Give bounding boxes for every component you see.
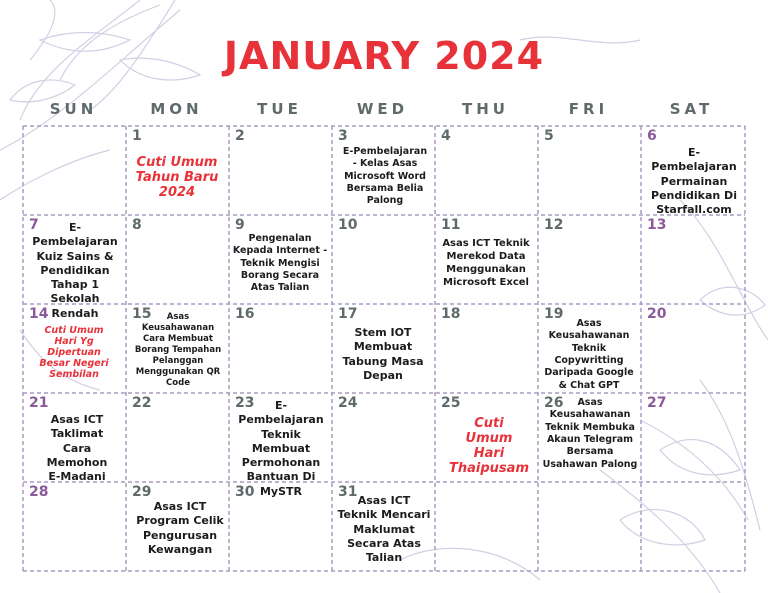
day-cell-20 [641,304,743,392]
day-cell-8 [126,215,228,303]
day-number: 5 [544,128,554,144]
weekday-mon: MON [150,100,203,118]
day-cell-21 [23,393,125,484]
day-number: 21 [29,395,49,411]
day-number: 19 [544,306,564,322]
weekday-thu: THU [462,100,509,118]
day-cell-17 [332,304,434,392]
holiday-label: Cuti Umum Tahun Baru 2024 [135,155,219,200]
day-cell-4 [435,126,537,214]
day-cell-18 [435,304,537,392]
holiday-label: Cuti Umum Hari Thaipusam [449,416,529,476]
day-cell-5 [538,126,640,214]
event-label: Asas Keusahawanan Teknik Membuka Akaun Telegram Bersama Usahawan Palong [542,397,638,470]
day-number: 18 [441,306,461,322]
day-number: 29 [132,484,152,500]
event-label: Asas ICT Taklimat Cara Memohon E-Madani [46,413,108,484]
event-label: Asas ICT Teknik Mencari Maklumat Secara Atas Talian [337,494,431,565]
day-number: 24 [338,395,358,411]
day-cell-14 [23,304,125,392]
day-cell-24 [332,393,434,481]
day-number: 3 [338,128,348,144]
day-number: 28 [29,484,49,500]
day-cell-27 [641,393,743,481]
day-number: 4 [441,128,451,144]
day-number: 2 [235,128,245,144]
event-label: Asas ICT Program Celik Pengurusan Kewangan [136,500,224,556]
event-label: Asas ICT Teknik Merekod Data Menggunakan Microsoft Excel [442,238,530,288]
day-number: 9 [235,217,245,233]
day-number: 10 [338,217,358,233]
event-label: E-Pembelajaran Kuiz Sains & Pendidikan Tahap 1 Sekolah Rendah [32,221,118,320]
day-cell-16 [229,304,331,392]
calendar-title: JANUARY 2024 [223,34,545,78]
day-number: 22 [132,395,152,411]
weekday-tue: TUE [257,100,302,118]
day-number: 31 [338,484,358,500]
event-label: Stem IOT Membuat Tabung Masa Depan [342,326,424,382]
day-cell-11 [435,215,537,303]
event-label: Pengenalan Kepada Internet - Teknik Mengisi Borang Secara Atas Talian [232,233,328,294]
day-cell-26 [538,393,640,481]
day-cell-31 [332,482,434,570]
day-number: 27 [647,395,667,411]
day-cell-15 [126,304,228,392]
day-cell-1 [126,126,228,214]
day-cell-28 [23,482,125,570]
day-cell-30 [229,482,331,570]
weekday-sun: SUN [49,100,98,118]
event-label: E-Pembelajaran Teknik Membuat Permohonan Bantuan Di MySTR [238,399,324,498]
day-cell-10 [332,215,434,303]
weekday-wed: WED [356,100,409,118]
day-number: 8 [132,217,142,233]
day-number: 17 [338,306,358,322]
day-number: 30 [235,484,255,500]
holiday-label: Cuti Umum Hari Yg Dipertuan Besar Negeri Sembilan [39,325,109,380]
day-cell-29 [126,482,228,570]
event-label: Asas Keusahawanan Teknik Copywritting Daripada Google & Chat GPT [544,318,634,391]
day-number: 1 [132,128,142,144]
day-cell-19 [538,304,640,392]
day-number: 13 [647,217,667,233]
day-cell-22 [126,393,228,481]
day-number: 26 [544,395,564,411]
day-number: 12 [544,217,564,233]
event-label: E-Pembelajaran - Kelas Asas Microsoft Word Bersama Belia Palong [342,146,428,207]
weekday-sat: SAT [669,100,714,118]
day-number: 16 [235,306,255,322]
day-number: 23 [235,395,255,411]
event-label: E-Pembelajaran Permainan Pendidikan Di Starfall.com [651,146,737,217]
day-cell-2 [229,126,331,214]
day-number: 7 [29,217,39,233]
day-cell-25 [435,393,537,481]
day-cell-3 [332,126,434,214]
day-number: 25 [441,395,461,411]
day-cell-13 [641,215,743,303]
day-cell-12 [538,215,640,303]
day-cell-9 [229,215,331,303]
day-number: 6 [647,128,657,144]
day-number: 15 [132,306,152,322]
event-label: Asas Keusahawanan Cara Membuat Borang Tempahan Pelanggan Menggunakan QR Code [134,312,222,389]
day-number: 20 [647,306,667,322]
day-number: 14 [29,306,49,322]
day-number: 11 [441,217,461,233]
day-cell-6 [641,126,743,217]
weekday-fri: FRI [568,100,609,118]
